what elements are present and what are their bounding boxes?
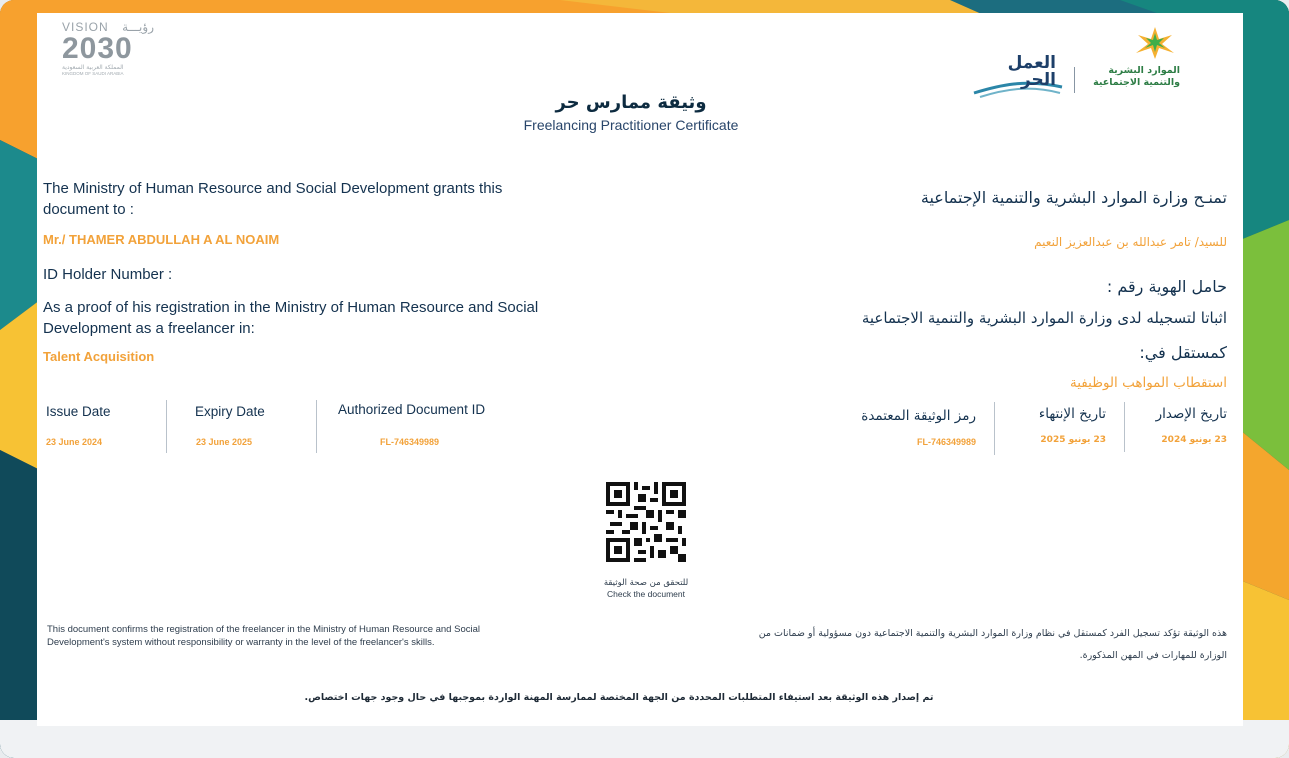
profession-ar: استقطاب المواهب الوظيفية [1069, 375, 1227, 391]
id-label-en: ID Holder Number : [43, 266, 173, 283]
vision-year: 2030 [62, 32, 133, 65]
footer-note-ar [620, 623, 1227, 667]
qr-caption-en: Check the document [607, 589, 685, 599]
vision-label-en: VISION [62, 20, 109, 34]
vision-label-ar: رؤيـــة [122, 20, 154, 34]
id-label-ar: حامل الهوية رقم : [1106, 277, 1227, 296]
table-divider [994, 402, 995, 455]
issue-date-value-en: 23 June 2024 [46, 437, 103, 447]
bottom-note: تم إصدار هذه الوثيقة بعد استيفاء المتطلبات المحددة من الجهة المختصة لممارسة المهنة الواردة بموجبها في حال وجود جهات اختصاص. [304, 692, 934, 703]
vision-2030-logo [62, 20, 162, 86]
as-freelancer-ar: كمستقل في: [1139, 343, 1227, 362]
certificate-title-ar: وثيقة ممارس حر [555, 92, 707, 113]
holder-name-en: Mr./ THAMER ABDULLAH A AL NOAIM [43, 232, 280, 247]
document-id-value-ar: FL-746349989 [916, 437, 976, 447]
ministry-logo [970, 25, 1185, 101]
ministry-name-line1: الموارد البشرية [1108, 65, 1180, 76]
ministry-name-line2: والتنمية الاجتماعية [1093, 77, 1180, 88]
footer-note-en: This document confirms the registration of the freelancer in the Ministry of Human Resource and Social Development's system without responsibility or warranty in the level of the freelancer's skills. [47, 624, 480, 648]
grant-text-en: The Ministry of Human Resource and Social Development grants this document to : [43, 180, 503, 218]
freelance-brand-line2: الحر [1020, 70, 1056, 90]
table-divider [166, 400, 167, 453]
expiry-date-value-ar: 23 يونيو 2025 [1040, 435, 1106, 445]
profession-en: Talent Acquisition [43, 349, 155, 364]
table-divider [1124, 402, 1125, 452]
proof-text-ar: اثباتا لتسجيله لدى وزارة الموارد البشرية والتنمية الاجتماعية [861, 309, 1227, 327]
issue-date-value-ar: 23 يونيو 2024 [1161, 435, 1227, 445]
document-id-label-en: Authorized Document ID [338, 402, 486, 417]
qr-code[interactable] [606, 482, 686, 562]
qr-caption [560, 578, 732, 600]
expiry-date-label-ar: تاريخ الإنتهاء [1038, 406, 1106, 422]
palm-star-icon [1130, 25, 1180, 61]
expiry-date-label-en: Expiry Date [195, 404, 265, 419]
document-id-label-ar: رمز الوثيقة المعتمدة [861, 408, 976, 424]
document-id-value-en: FL-746349989 [380, 437, 440, 447]
holder-name-ar: للسيد/ تامر عبدالله بن عبدالعزيز النعيم [1034, 235, 1227, 249]
table-divider [316, 400, 317, 453]
footer-note-ar-line1: هذه الوثيقة تؤكد تسجيل الفرد كمستقل في نظام وزارة الموارد البشرية والتنمية الاجتماعية دون مسؤولية أو ضمانات من [758, 628, 1227, 639]
footer-note-ar-line2: الوزارة للمهارات في المهن المذكورة. [1079, 650, 1227, 661]
expiry-date-value-en: 23 June 2025 [196, 437, 253, 447]
certificate-title-en: Freelancing Practitioner Certificate [523, 117, 739, 133]
grant-text-ar: تمنـح وزارة الموارد البشرية والتنمية الإجتماعية [920, 188, 1227, 207]
vision-sub-en: KINGDOM OF SAUDI ARABIA [62, 71, 124, 76]
issue-date-label-en: Issue Date [46, 404, 111, 419]
proof-text-en: As a proof of his registration in the Ministry of Human Resource and Social Development as a freelancer in: [43, 299, 539, 337]
issue-date-label-ar: تاريخ الإصدار [1155, 406, 1227, 422]
freelance-brand-line1: العمل [1007, 53, 1056, 73]
vision-sub-ar: المملكة العربية السعودية [62, 64, 124, 71]
logo-divider [1074, 67, 1075, 93]
qr-caption-ar: للتحقق من صحة الوثيقة [603, 578, 689, 588]
